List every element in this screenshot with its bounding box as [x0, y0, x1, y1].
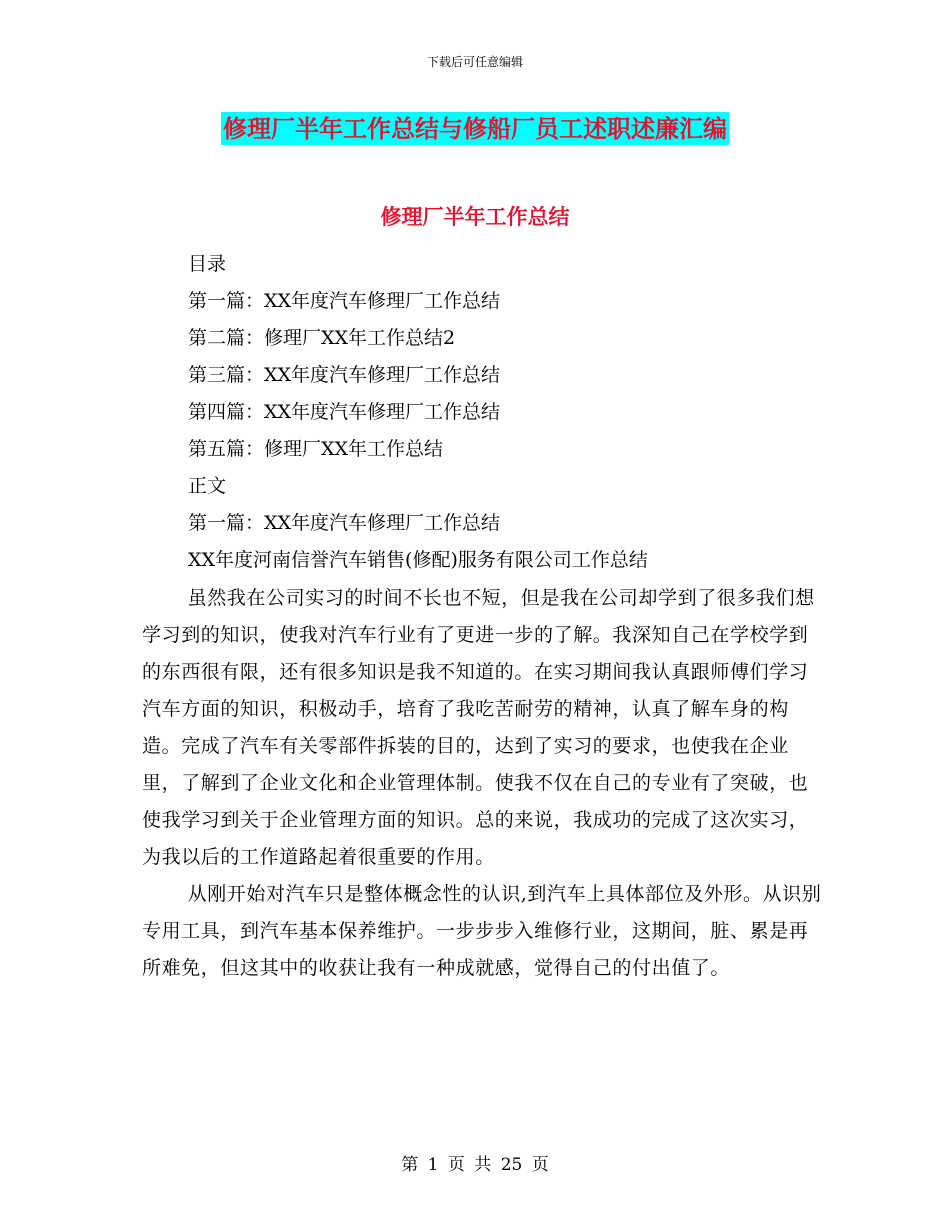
first-article-title: 第一篇：XX年度汽车修理厂工作总结 — [188, 512, 501, 534]
toc-item: 第一篇：XX年度汽车修理厂工作总结 — [188, 290, 501, 312]
document-title-text: 修理厂半年工作总结与修船厂员工述职述廉汇编 — [223, 114, 727, 143]
section-title: 修理厂半年工作总结 — [380, 204, 570, 229]
header-note: 下载后可任意编辑 — [426, 55, 523, 69]
toc-item: 第三篇：XX年度汽车修理厂工作总结 — [188, 364, 501, 386]
toc-item: 第二篇：修理厂XX年工作总结2 — [188, 327, 456, 349]
toc-item: 第五篇：修理厂XX年工作总结 — [188, 438, 444, 460]
article-body — [142, 580, 826, 987]
document-title — [0, 112, 950, 146]
paragraph: 虽然我在公司实习的时间不长也不短，但是我在公司却学到了很多我们想学习到的知识，使我对汽车行业有了更进一步的了解。我深知自己在学校学到的东西很有限，还有很多知识是我不知道的。在实习期间我认真跟师傅们学习汽车方面的知识，积极动手，培育了我吃苦耐劳的精神，认真了解车身的构造。完成了汽车有关零部件拆装的目的，达到了实习的要求，也使我在企业里，了解到了企业文化和企业管理体制。使我不仅在自己的专业有了突破，也使我学习到关于企业管理方面的知识。总的来说，我成功的完成了这次实习，为我以后的工作道路起着很重要的作用。 — [142, 587, 815, 868]
table-of-contents — [188, 246, 828, 579]
article-heading: XX年度河南信誉汽车销售(修配)服务有限公司工作总结 — [188, 549, 648, 571]
body-label: 正文 — [188, 475, 227, 497]
paragraph: 从刚开始对汽车只是整体概念性的认识,到汽车上具体部位及外形。从识别专用工具，到汽车基本保养维护。一步步步入维修行业，这期间，脏、累是再所难免，但这其中的收获让我有一种成就感，觉得自己的付出值了。 — [142, 883, 822, 979]
page-footer: 第 1 页 共 25 页 — [401, 1155, 549, 1175]
toc-item: 第四篇：XX年度汽车修理厂工作总结 — [188, 401, 501, 423]
toc-label: 目录 — [188, 253, 227, 275]
